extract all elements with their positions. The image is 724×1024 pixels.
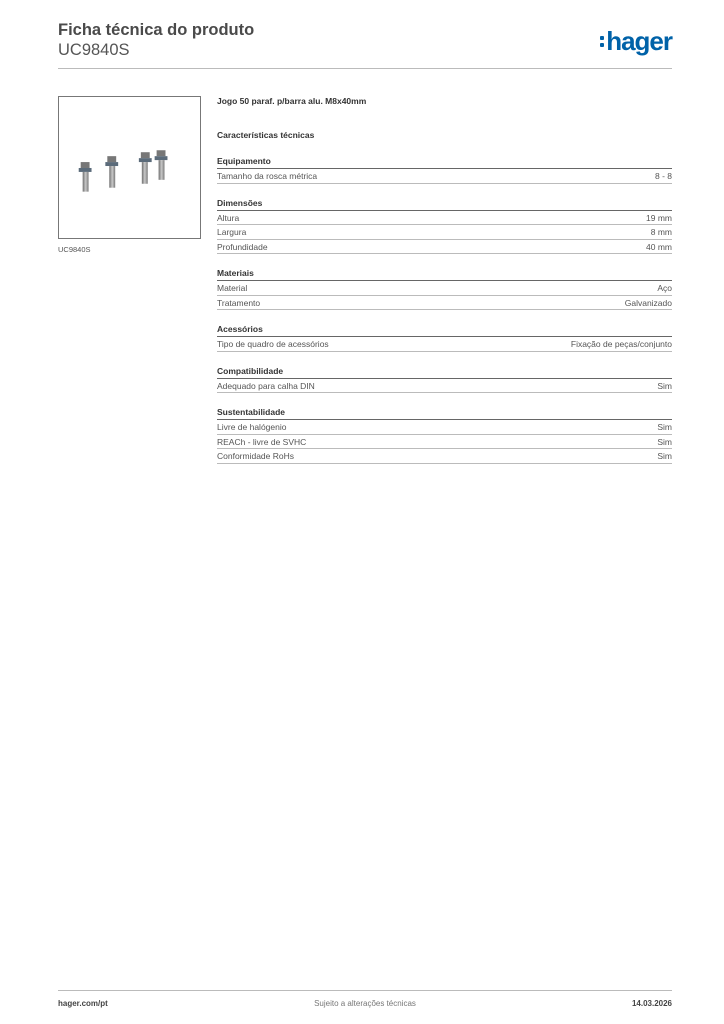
product-image — [58, 96, 201, 239]
section-title: Sustentabilidade — [217, 407, 672, 420]
spec-label: Altura — [217, 212, 240, 223]
section-sustentabilidade — [217, 407, 672, 464]
page-footer — [58, 990, 672, 1014]
spec-value: Aço — [657, 283, 672, 293]
spec-row — [217, 225, 672, 240]
product-code: UC9840S — [58, 41, 130, 59]
section-acessorios — [217, 324, 672, 352]
hager-logo — [600, 28, 672, 54]
section-dimensoes — [217, 198, 672, 255]
logo-text: hager — [606, 26, 672, 56]
spec-value: Sim — [657, 451, 672, 461]
spec-value: 8 - 8 — [654, 171, 672, 181]
spec-label: Tamanho da rosca métrica — [217, 171, 318, 181]
spec-row — [217, 435, 672, 450]
spec-value: 19 mm — [646, 212, 672, 223]
section-title: Compatibilidade — [217, 366, 672, 379]
section-title: Acessórios — [217, 324, 672, 337]
spec-row — [217, 379, 672, 394]
logo-dots-icon — [600, 36, 604, 47]
spec-label: Tratamento — [217, 297, 261, 308]
spec-label: Conformidade RoHs — [217, 451, 295, 461]
header-divider — [58, 68, 672, 69]
screw-4 — [155, 150, 168, 180]
footer-website-link[interactable]: hager.com/pt — [58, 999, 108, 1008]
spec-value: Galvanizado — [624, 297, 672, 308]
section-title: Equipamento — [217, 156, 672, 169]
section-title: Materiais — [217, 268, 672, 281]
page-header — [58, 20, 672, 68]
spec-value: Sim — [657, 436, 672, 447]
screw-set-photo-icon — [59, 97, 200, 238]
spec-row — [217, 296, 672, 311]
characteristics-heading: Características técnicas — [217, 130, 315, 140]
spec-row — [217, 240, 672, 255]
spec-row — [217, 449, 672, 464]
footer-date: 14.03.2026 — [631, 999, 672, 1008]
screw-3 — [139, 152, 152, 184]
spec-label: Tipo de quadro de acessórios — [217, 339, 329, 349]
spec-row — [217, 169, 672, 184]
section-title: Dimensões — [217, 198, 672, 211]
footer-notice: Sujeito a alterações técnicas — [314, 999, 416, 1008]
screw-2 — [105, 156, 118, 188]
spec-label: Material — [217, 283, 248, 293]
section-materiais — [217, 268, 672, 310]
spec-row — [217, 211, 672, 226]
spec-label: Adequado para calha DIN — [217, 380, 315, 391]
spec-row — [217, 281, 672, 296]
image-caption: UC9840S — [58, 245, 91, 254]
section-equipamento — [217, 156, 672, 184]
spec-value: Fixação de peças/conjunto — [570, 339, 672, 349]
spec-label: Profundidade — [217, 241, 268, 252]
product-name: Jogo 50 paraf. p/barra alu. M8x40mm — [217, 96, 367, 106]
screw-1 — [79, 162, 92, 192]
spec-label: Largura — [217, 227, 247, 237]
section-compatibilidade — [217, 366, 672, 394]
spec-row — [217, 337, 672, 352]
document-title: Ficha técnica do produto — [58, 21, 255, 39]
spec-value: 40 mm — [646, 241, 672, 252]
spec-content — [217, 96, 672, 464]
spec-value: Sim — [657, 380, 672, 391]
spec-value: Sim — [657, 422, 672, 432]
spec-label: REACh - livre de SVHC — [217, 436, 307, 447]
spec-row — [217, 420, 672, 435]
spec-value: 8 mm — [650, 227, 672, 237]
spec-label: Livre de halógenio — [217, 422, 287, 432]
